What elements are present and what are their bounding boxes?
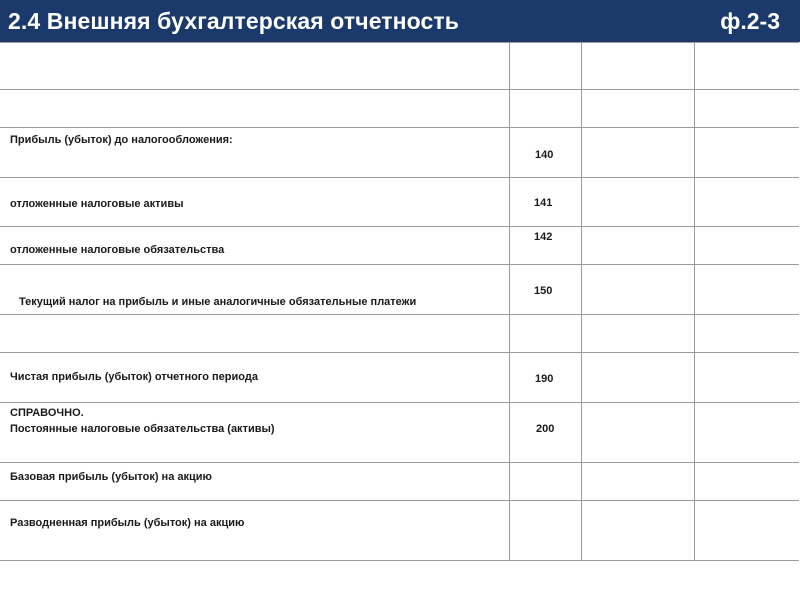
row-label: отложенные налоговые активы	[10, 198, 184, 210]
value-cell	[695, 501, 800, 561]
row-label: СПРАВОЧНО.	[10, 407, 84, 419]
value-cell	[695, 178, 800, 227]
value-cell	[695, 463, 800, 501]
row-code: 190	[535, 373, 554, 385]
value-cell	[582, 265, 695, 315]
row-code: 140	[535, 149, 554, 161]
row-label-cell	[0, 353, 510, 403]
table-row	[0, 265, 799, 315]
value-cell	[582, 90, 695, 128]
value-cell	[582, 501, 695, 561]
value-cell	[695, 403, 800, 463]
row-label-cell	[0, 227, 510, 265]
table-row	[0, 463, 799, 501]
value-cell	[695, 227, 800, 265]
value-cell	[582, 403, 695, 463]
row-code-cell	[510, 353, 582, 403]
table-row	[0, 501, 799, 561]
table-row	[0, 315, 799, 353]
row-label-cell	[0, 463, 510, 501]
row-code-cell	[510, 315, 582, 353]
row-label-cell	[0, 128, 510, 178]
value-cell	[582, 353, 695, 403]
value-cell	[582, 43, 695, 90]
row-code-cell	[510, 178, 582, 227]
row-label-cell	[0, 501, 510, 561]
row-code-cell	[510, 227, 582, 265]
value-cell	[582, 128, 695, 178]
table-row	[0, 128, 799, 178]
row-label-secondary: Постоянные налоговые обязательства (активы)	[10, 423, 275, 435]
table-row	[0, 353, 799, 403]
row-label: Прибыль (убыток) до налогообложения:	[10, 134, 233, 146]
row-code-cell	[510, 128, 582, 178]
value-cell	[582, 315, 695, 353]
row-code: 142	[534, 231, 553, 243]
value-cell	[582, 463, 695, 501]
row-label-cell	[0, 403, 510, 463]
value-cell	[695, 43, 800, 90]
value-cell	[695, 265, 800, 315]
table-row	[0, 43, 799, 90]
value-cell	[582, 178, 695, 227]
row-code: 141	[534, 197, 553, 209]
value-cell	[695, 353, 800, 403]
table-row	[0, 178, 799, 227]
value-cell	[695, 128, 800, 178]
table-row	[0, 227, 799, 265]
row-label: Текущий налог на прибыль и иные аналогичные обязательные платежи	[19, 296, 417, 308]
value-cell	[695, 315, 800, 353]
row-label: Базовая прибыль (убыток) на акцию	[10, 471, 212, 483]
table-row	[0, 90, 799, 128]
row-code-cell	[510, 265, 582, 315]
row-label-cell	[0, 315, 510, 353]
form-code: ф.2-3	[720, 8, 780, 34]
row-label-cell	[0, 265, 510, 315]
row-code: 150	[534, 285, 553, 297]
row-code-cell	[510, 463, 582, 501]
row-label: Чистая прибыль (убыток) отчетного периода	[10, 371, 258, 383]
row-code-cell	[510, 501, 582, 561]
report-table	[0, 42, 799, 561]
row-label: отложенные налоговые обязательства	[10, 244, 225, 256]
value-cell	[582, 227, 695, 265]
row-label-cell	[0, 178, 510, 227]
slide-header	[0, 0, 800, 42]
row-label-cell	[0, 43, 510, 90]
table-row	[0, 403, 799, 463]
row-code-cell	[510, 90, 582, 128]
row-code: 200	[536, 423, 555, 435]
slide-title: 2.4 Внешняя бухгалтерская отчетность	[8, 8, 459, 34]
value-cell	[695, 90, 800, 128]
row-code-cell	[510, 43, 582, 90]
row-label: Разводненная прибыль (убыток) на акцию	[10, 517, 245, 529]
row-label-cell	[0, 90, 510, 128]
row-code-cell	[510, 403, 582, 463]
